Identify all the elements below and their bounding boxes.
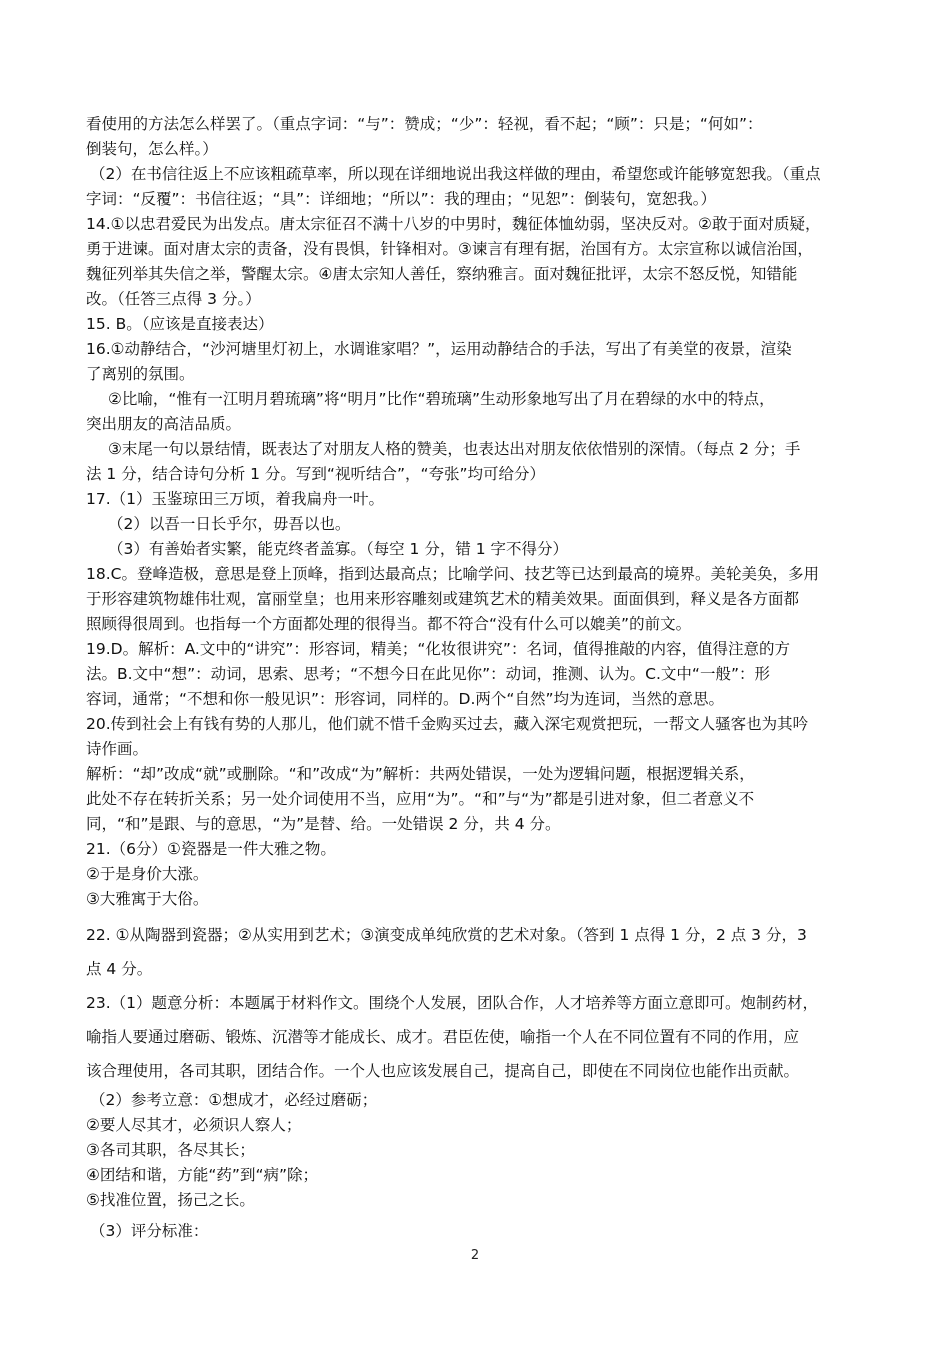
text-line: 看使用的方法怎么样罢了。（重点字词：“与”：赞成；“少”：轻视，看不起；“顾”：只是；“何如”：: [86, 115, 763, 133]
text-line: 同，“和”是跟、与的意思，“为”是替、给。一处错误 2 分，共 4 分。: [86, 815, 561, 833]
text-line: 该合理使用，各司其职，团结合作。一个人也应该发展自己，提高自己，即使在不同岗位也能作出贡献。: [86, 1062, 800, 1080]
text-line: 勇于进谏。面对唐太宗的责备，没有畏惧，针锋相对。③谏言有理有据，治国有方。太宗宣称以诚信治国，: [86, 240, 813, 258]
text-line: ③末尾一句以景结情，既表达了对朋友人格的赞美，也表达出对朋友依依惜别的深情。（每点 2 分；手: [108, 440, 801, 458]
answer-22: 22. ①从陶器到瓷器；②从实用到艺术；③演变成单纯欣赏的艺术对象。（答到 1 点得 1 分，2 点 3 分，3: [86, 926, 807, 944]
text-line: 于形容建筑物雄伟壮观，富丽堂皇；也用来形容雕刻或建筑艺术的精美效果。面面俱到，释义是各方面都: [86, 590, 800, 608]
answer-21: 21.（6分）①瓷器是一件大雅之物。: [86, 840, 336, 858]
answer-15: 15. B。（应该是直接表达）: [86, 315, 274, 333]
text-line: 魏征列举其失信之举，警醒太宗。④唐太宗知人善任，察纳雅言。面对魏征批评，太宗不怒反悦，知错能: [86, 265, 798, 283]
text-line: 倒装句，怎么样。）: [86, 140, 218, 158]
text-line: 解析：“却”改成“就”或删除。“和”改成“为”解析：共两处错误，一处为逻辑问题，根据逻辑关系，: [86, 765, 755, 783]
text-line: 容词，通常；“不想和你一般见识”：形容词，同样的。D.两个“自然”均为连词，当然的意思。: [86, 690, 724, 708]
answer-17: 17.（1）玉鉴琼田三万顷，着我扁舟一叶。: [86, 490, 385, 508]
answer-16: 16.①动静结合，“沙河塘里灯初上，水调谁家唱？”，运用动静结合的手法，写出了有美堂的夜景，渲染: [86, 340, 792, 358]
text-line: ⑤找准位置，扬己之长。: [86, 1191, 255, 1209]
answer-14: 14.①以忠君爱民为出发点。唐太宗征召不满十八岁的中男时，魏征体恤幼弱，坚决反对。②敢于面对质疑，: [86, 215, 821, 233]
text-line: 字词：“反覆”：书信往返；“具”：详细地；“所以”：我的理由；“见恕”：倒装句，宽恕我。）: [86, 190, 716, 208]
text-line: ②要人尽其才，必须识人察人；: [86, 1116, 302, 1134]
text-line: 改。（任答三点得 3 分。）: [86, 290, 261, 308]
text-line: 了离别的氛围。: [86, 365, 195, 383]
text-line: ②于是身价大涨。: [86, 865, 209, 883]
text-line: 点 4 分。: [86, 960, 153, 978]
text-line: （2）在书信往返上不应该粗疏草率，所以现在详细地说出我这样做的理由，希望您或许能够宽恕我。（重点: [90, 165, 821, 183]
text-line: （3）评分标准：: [90, 1222, 209, 1240]
text-line: 诗作画。: [86, 740, 149, 758]
document-page: [86, 112, 868, 1244]
text-line: ③各司其职，各尽其长；: [86, 1141, 255, 1159]
answer-23: 23.（1）题意分析：本题属于材料作文。围绕个人发展，团队合作，人才培养等方面立意即可。炮制药材，: [86, 994, 819, 1012]
text-line: ③大雅寓于大俗。: [86, 890, 209, 908]
text-line: （3）有善始者实繁，能克终者盖寡。（每空 1 分，错 1 字不得分）: [108, 540, 569, 558]
text-line: ②比喻，“惟有一江明月碧琉璃”将“明月”比作“碧琉璃”生动形象地写出了月在碧绿的水中的特点，: [108, 390, 775, 408]
text-line: 突出朋友的高洁品质。: [86, 415, 242, 433]
text-line: 此处不存在转折关系；另一处介词使用不当，应用“为”。“和”与“为”都是引进对象，但二者意义不: [86, 790, 755, 808]
answer-20: 20.传到社会上有钱有势的人那儿，他们就不惜千金购买过去，藏入深宅观赏把玩，一帮文人骚客也为其吟: [86, 715, 809, 733]
text-line: （2）参考立意：①想成才，必经过磨砺；: [90, 1091, 378, 1109]
answer-18: 18.C。登峰造极，意思是登上顶峰，指到达最高点；比喻学问、技艺等已达到最高的境界。美轮美奂，多用: [86, 565, 819, 583]
answer-19: 19.D。解析：A.文中的“讲究”：形容词，精美；“化妆很讲究”：名词，值得推敲的内容，值得注意的方: [86, 640, 790, 658]
text-line: ④团结和谐，方能“药”到“病”除；: [86, 1166, 319, 1184]
text-line: 法。B.文中“想”：动词，思索、思考；“不想今日在此见你”：动词，推测、认为。C.文中“一般”：形: [86, 665, 770, 683]
text-line: 喻指人要通过磨砺、锻炼、沉潜等才能成长、成才。君臣佐使，喻指一个人在不同位置有不同的作用，应: [86, 1028, 800, 1046]
text-line: （2）以吾一日长乎尔，毋吾以也。: [108, 515, 351, 533]
text-line: 法 1 分，结合诗句分析 1 分。写到“视听结合”，“夸张”均可给分）: [86, 465, 546, 483]
page-number: 2: [470, 1248, 480, 1263]
text-line: 照顾得很周到。也指每一个方面都处理的很得当。都不符合“没有什么可以媲美”的前文。: [86, 615, 692, 633]
